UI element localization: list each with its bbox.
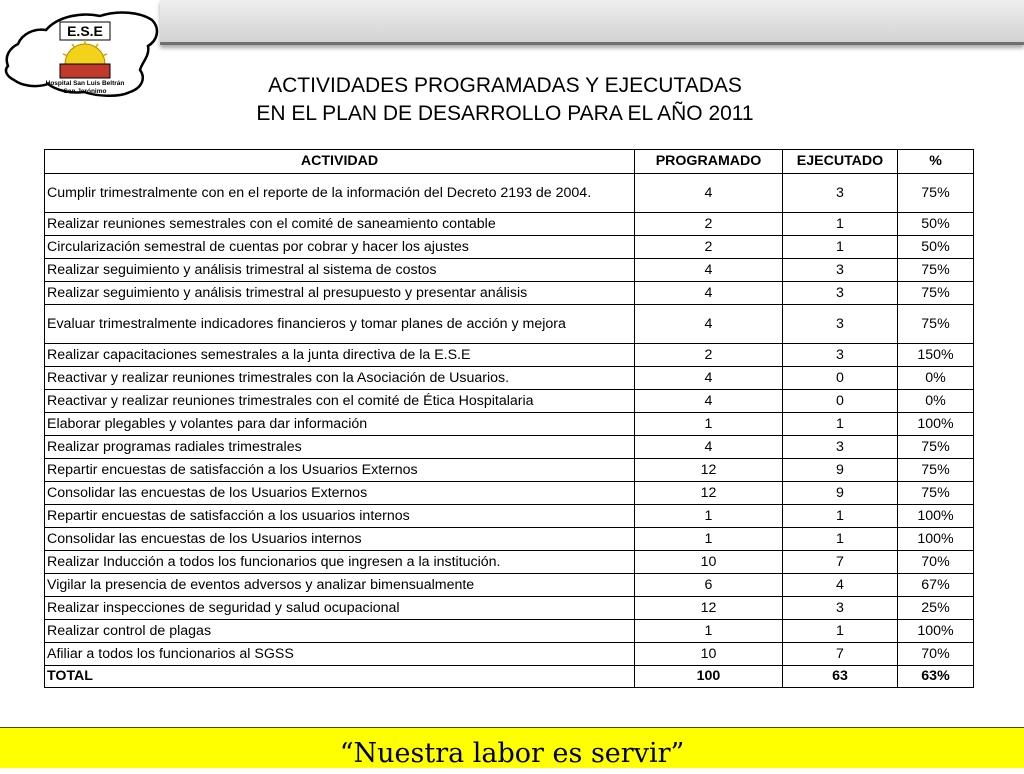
page-title [160, 72, 850, 128]
percent-cell: 100% [898, 413, 974, 436]
slogan-footer [0, 727, 1024, 768]
percent-cell: 75% [898, 459, 974, 482]
activity-cell: Reactivar y realizar reuniones trimestrales con la Asociación de Usuarios. [45, 367, 635, 390]
roof-icon [60, 64, 110, 78]
logo-line2: San Jerónimo [63, 88, 107, 95]
logo-line1: Hospital San Luis Beltrán [45, 80, 125, 87]
percent-cell: 100% [898, 505, 974, 528]
ejecutado-cell: 3 [783, 282, 898, 305]
title-line-2: EN EL PLAN DE DESARROLLO PARA EL AÑO 2011 [256, 102, 754, 125]
table-row [45, 643, 974, 666]
percent-cell: 100% [898, 528, 974, 551]
col-header-percent: % [898, 150, 974, 174]
programado-cell: 10 [635, 643, 783, 666]
table-row [45, 597, 974, 620]
programado-cell: 4 [635, 390, 783, 413]
table-row [45, 551, 974, 574]
total-programado: 100 [635, 666, 783, 688]
programado-cell: 4 [635, 174, 783, 213]
percent-cell: 25% [898, 597, 974, 620]
col-header-programado: PROGRAMADO [635, 150, 783, 174]
col-header-actividad: ACTIVIDAD [45, 150, 635, 174]
table-row [45, 344, 974, 367]
activity-cell: Realizar reuniones semestrales con el comité de saneamiento contable [45, 213, 635, 236]
table-row [45, 413, 974, 436]
percent-cell: 75% [898, 305, 974, 344]
ejecutado-cell: 3 [783, 344, 898, 367]
percent-cell: 75% [898, 482, 974, 505]
ejecutado-cell: 3 [783, 436, 898, 459]
table-row [45, 482, 974, 505]
percent-cell: 0% [898, 390, 974, 413]
programado-cell: 2 [635, 213, 783, 236]
table-row [45, 259, 974, 282]
activity-cell: Repartir encuestas de satisfacción a los usuarios internos [45, 505, 635, 528]
programado-cell: 2 [635, 236, 783, 259]
hospital-logo [0, 8, 162, 100]
activity-cell: Circularización semestral de cuentas por cobrar y hacer los ajustes [45, 236, 635, 259]
total-percent: 63% [898, 666, 974, 688]
programado-cell: 4 [635, 367, 783, 390]
activity-cell: Afiliar a todos los funcionarios al SGSS [45, 643, 635, 666]
ejecutado-cell: 1 [783, 213, 898, 236]
activity-cell: Evaluar trimestralmente indicadores financieros y tomar planes de acción y mejora [45, 305, 635, 344]
programado-cell: 1 [635, 505, 783, 528]
programado-cell: 4 [635, 282, 783, 305]
activity-cell: Realizar control de plagas [45, 620, 635, 643]
programado-cell: 12 [635, 482, 783, 505]
ejecutado-cell: 3 [783, 174, 898, 213]
activity-cell: Realizar Inducción a todos los funcionarios que ingresen a la institución. [45, 551, 635, 574]
ejecutado-cell: 1 [783, 413, 898, 436]
ejecutado-cell: 1 [783, 236, 898, 259]
ejecutado-cell: 1 [783, 620, 898, 643]
programado-cell: 4 [635, 305, 783, 344]
activity-cell: Vigilar la presencia de eventos adversos y analizar bimensualmente [45, 574, 635, 597]
ejecutado-cell: 7 [783, 551, 898, 574]
slogan-text: “Nuestra labor es servir” [339, 738, 685, 769]
activity-cell: Consolidar las encuestas de los Usuarios internos [45, 528, 635, 551]
ejecutado-cell: 1 [783, 505, 898, 528]
percent-cell: 75% [898, 174, 974, 213]
programado-cell: 12 [635, 597, 783, 620]
programado-cell: 4 [635, 436, 783, 459]
total-label: TOTAL [45, 666, 635, 688]
activity-cell: Realizar seguimiento y análisis trimestral al sistema de costos [45, 259, 635, 282]
ejecutado-cell: 4 [783, 574, 898, 597]
activity-cell: Realizar programas radiales trimestrales [45, 436, 635, 459]
table-row [45, 390, 974, 413]
table-body [45, 174, 974, 666]
table-row [45, 213, 974, 236]
activity-cell: Realizar inspecciones de seguridad y salud ocupacional [45, 597, 635, 620]
ejecutado-cell: 7 [783, 643, 898, 666]
activity-cell: Realizar seguimiento y análisis trimestral al presupuesto y presentar análisis [45, 282, 635, 305]
total-row [45, 666, 974, 688]
percent-cell: 50% [898, 236, 974, 259]
ejecutado-cell: 3 [783, 305, 898, 344]
table-header-row [45, 150, 974, 174]
programado-cell: 1 [635, 620, 783, 643]
table-row [45, 282, 974, 305]
logo-title: E.S.E [67, 23, 103, 39]
header-bar [160, 0, 1024, 45]
percent-cell: 75% [898, 436, 974, 459]
col-header-ejecutado: EJECUTADO [783, 150, 898, 174]
ejecutado-cell: 3 [783, 597, 898, 620]
table-row [45, 305, 974, 344]
activity-cell: Reactivar y realizar reuniones trimestrales con el comité de Ética Hospitalaria [45, 390, 635, 413]
total-ejecutado: 63 [783, 666, 898, 688]
table-row [45, 620, 974, 643]
table-row [45, 459, 974, 482]
ejecutado-cell: 9 [783, 482, 898, 505]
ejecutado-cell: 3 [783, 259, 898, 282]
programado-cell: 10 [635, 551, 783, 574]
table-row [45, 174, 974, 213]
title-line-1: ACTIVIDADES PROGRAMADAS Y EJECUTADAS [268, 74, 742, 97]
ejecutado-cell: 0 [783, 367, 898, 390]
table-row [45, 528, 974, 551]
programado-cell: 6 [635, 574, 783, 597]
ejecutado-cell: 1 [783, 528, 898, 551]
programado-cell: 1 [635, 528, 783, 551]
table-row [45, 505, 974, 528]
table-row [45, 236, 974, 259]
percent-cell: 50% [898, 213, 974, 236]
table-row [45, 367, 974, 390]
percent-cell: 70% [898, 643, 974, 666]
programado-cell: 1 [635, 413, 783, 436]
percent-cell: 0% [898, 367, 974, 390]
activity-cell: Consolidar las encuestas de los Usuarios Externos [45, 482, 635, 505]
percent-cell: 100% [898, 620, 974, 643]
programado-cell: 12 [635, 459, 783, 482]
percent-cell: 75% [898, 259, 974, 282]
percent-cell: 75% [898, 282, 974, 305]
percent-cell: 70% [898, 551, 974, 574]
activity-cell: Realizar capacitaciones semestrales a la junta directiva de la E.S.E [45, 344, 635, 367]
activity-cell: Repartir encuestas de satisfacción a los Usuarios Externos [45, 459, 635, 482]
table-row [45, 574, 974, 597]
percent-cell: 150% [898, 344, 974, 367]
ejecutado-cell: 9 [783, 459, 898, 482]
ejecutado-cell: 0 [783, 390, 898, 413]
programado-cell: 4 [635, 259, 783, 282]
programado-cell: 2 [635, 344, 783, 367]
activity-cell: Elaborar plegables y volantes para dar información [45, 413, 635, 436]
table-row [45, 436, 974, 459]
percent-cell: 67% [898, 574, 974, 597]
activities-table [44, 149, 974, 688]
activity-cell: Cumplir trimestralmente con en el reporte de la información del Decreto 2193 de 2004. [45, 174, 635, 213]
